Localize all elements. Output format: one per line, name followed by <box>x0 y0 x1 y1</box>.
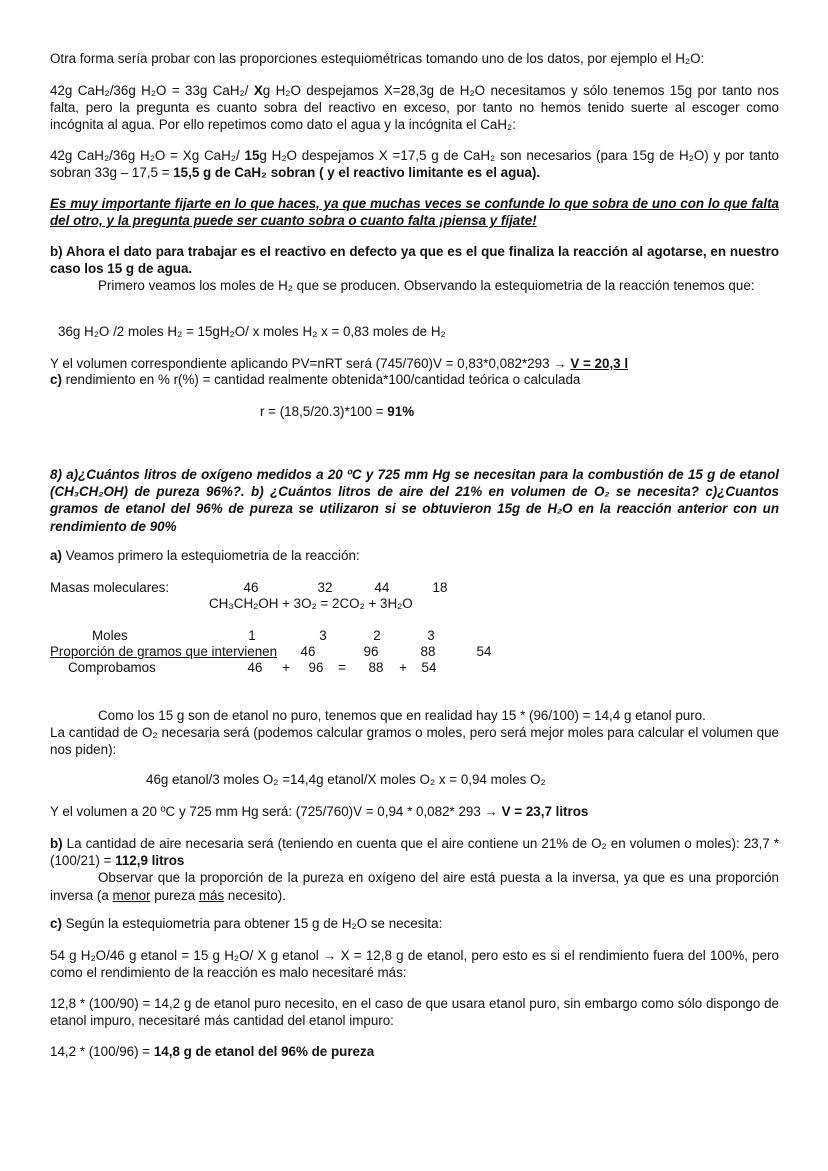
eq2-15: 15 <box>244 148 260 163</box>
moles-label: Moles <box>92 628 128 643</box>
purity-text: Como los 15 g son de etanol no puro, tenemos que en realidad hay 15 * (96/100) = 14,4 g etanol puro. <box>98 708 706 723</box>
o2-volume-line <box>50 803 588 820</box>
o2-volume-result: V = 23,7 litros <box>501 804 589 819</box>
o2-text: La cantidad de O₂ necesaria será (podemos calcular gramos o moles, pero será mejor moles para calcular el volumen que nos piden): <box>50 725 779 758</box>
check-item: 88 <box>368 660 384 675</box>
o2-moles-equation: 46g etanol/3 moles O₂ =14,4g etanol/X moles O₂ x = 0,94 moles O₂ <box>146 772 546 787</box>
h2-volume-text: Y el volumen correspondiente aplicando PV=nRT será (745/760)V = 0,83*0,082*293 → <box>50 356 571 371</box>
grams-co2: 88 <box>420 644 436 659</box>
part-b-title: b) Ahora el dato para trabajar es el reactivo en defecto ya que es el que finaliza la reacción al agotarse, en nuestro caso los 15 g de agua. <box>50 244 779 277</box>
moles-co2: 2 <box>373 628 381 643</box>
part-c-yield: 12,8 * (100/90) = 14,2 g de etanol puro necesito, en el caso de que usara etanol puro, sin embargo como sólo dispongo de etanol impuro, necesitaré más cantidad del etanol impuro: <box>50 996 779 1029</box>
eq2-start: 42g CaH₂/36g H₂O = Xg CaH₂/ <box>50 148 245 163</box>
moles-oxygen: 3 <box>319 628 327 643</box>
part-a-text: Veamos primero la estequiometria de la reacción: <box>61 548 360 563</box>
eq2-result: 15,5 g de CaH₂ sobran ( y el reactivo limitante es el agua). <box>173 165 541 181</box>
first-proportion-paragraph <box>50 82 779 134</box>
warning-paragraph <box>50 195 779 229</box>
reaction-equation: CH₃CH₂OH + 3O₂ = 2CO₂ + 3H₂O <box>209 596 413 611</box>
check-item: + <box>399 660 407 675</box>
mass-ethanol: 46 <box>243 580 259 595</box>
mass-oxygen: 32 <box>317 580 333 595</box>
final-result-line <box>50 1043 374 1060</box>
part-c-intro <box>50 915 442 932</box>
part-c-yield-paragraph <box>50 995 779 1029</box>
intro-line: Otra forma sería probar con las proporciones estequiométricas tomando uno de los datos, por ejemplo el H₂O: <box>50 51 705 66</box>
part-b-text: Primero veamos los moles de H₂ que se producen. Observando la estequiometria de la reacción tenemos que: <box>98 278 755 294</box>
grams-water: 54 <box>476 644 492 659</box>
part-a-intro <box>50 547 360 564</box>
part-b-prev <box>50 243 779 295</box>
part-b-observation: Observar que la proporción de la pureza en oxígeno del aire está puesta a la inversa, ya que es una proporción inversa (a <box>50 870 779 903</box>
h2-moles-equation: 36g H₂O /2 moles H₂ = 15gH₂O/ x moles H₂ x = 0,83 moles de H₂ <box>58 324 446 339</box>
part-a-label: a) <box>50 548 62 563</box>
eq2-rest: g H₂O despejamos X =17,5 g de CaH₂ son necesarios (para 15g de H₂O) y por tanto sobran 33g – 17,5 = <box>50 148 779 181</box>
mass-co2: 44 <box>374 580 390 595</box>
warning-text: Es muy importante fijarte en lo que haces, ya que muchas veces se confunde lo que sobra de uno con lo que falta del otro, y la pregunta puede ser cuanto sobra o cuanto falta ¡piensa y fíjate! <box>50 196 779 229</box>
part-b-text: La cantidad de aire necesaria será (teniendo en cuenta que el aire contiene un 21% de O₂ en volumen o moles): 23,7 * (100/21) = <box>50 836 779 869</box>
intro-paragraph <box>50 50 779 67</box>
yield-value: 91% <box>387 404 415 419</box>
check-item: 46 <box>247 660 263 675</box>
grams-label: Proporción de gramos que intervienen <box>50 644 278 659</box>
check-label: Comprobamos <box>68 660 156 675</box>
second-proportion-paragraph <box>50 147 779 181</box>
word-menor: menor <box>112 887 151 903</box>
part-c-label: c) <box>50 916 62 931</box>
moles-ethanol: 1 <box>248 628 256 643</box>
yield-label: c) <box>50 372 62 387</box>
part-b-observation-end: necesito). <box>224 887 286 903</box>
eq1-rest: g H₂O despejamos X=28,3g de H₂O necesitamos y sólo tenemos 15g por tanto nos falta, pero la pregunta es cuanto sobra del reactivo en exceso, por tanto no hemos tenido suerte al escoger como incógnita al agua. Por ello repetimos como dato el agua y la incógnita el CaH₂: <box>50 83 779 133</box>
part-b-label: b) <box>50 836 63 851</box>
check-item: 96 <box>308 660 324 675</box>
check-item: = <box>338 660 346 675</box>
eq1-x: X <box>253 83 263 98</box>
yield-line <box>50 371 580 388</box>
part-c-equation: 54 g H₂O/46 g etanol = 15 g H₂O/ X g etanol → X = 12,8 g de etanol, pero esto es si el rendimiento fuera del 100%, pero como el rendimiento de la reacción es malo necesitaré más: <box>50 948 779 981</box>
word-mas: más <box>198 887 225 903</box>
part-b-paragraph <box>50 835 779 904</box>
purity-paragraph <box>50 707 779 759</box>
part-c-text: Según la estequiometria para obtener 15 g de H₂O se necesita: <box>61 916 443 931</box>
yield-result-line <box>260 403 414 420</box>
problem-8-text: 8) a)¿Cuántos litros de oxígeno medidos a 20 ºC y 725 mm Hg se necesitan para la combustión de 15 g de etanol (CH₃CH₂OH) de pureza 96%?. b) ¿Cuántos litros de aire del 21% en volumen de O₂ se necesita? c)¿Cuantos gramos de etanol del 96% de pureza se utilizaron si se obtuvieron 15g de H₂O en la reacción anterior con un rendimiento de 90% <box>50 467 779 534</box>
masses-label: Masas moleculares: <box>50 580 170 595</box>
yield-text: rendimiento en % r(%) = cantidad realmente obtenida*100/cantidad teórica o calculada <box>61 372 581 387</box>
h2-volume-result: V = 20,3 l <box>570 356 629 371</box>
part-b-result: 112,9 litros <box>115 853 185 869</box>
h2-volume-line <box>50 355 628 372</box>
part-b-observation-mid: pureza <box>150 887 199 903</box>
final-formula: 14,2 * (100/96) = <box>50 1044 154 1059</box>
moles-water: 3 <box>427 628 435 643</box>
o2-volume-text: Y el volumen a 20 ºC y 725 mm Hg será: (725/760)V = 0,94 * 0,082* 293 → <box>50 804 502 819</box>
check-item: 54 <box>421 660 437 675</box>
yield-formula: r = (18,5/20.3)*100 = <box>260 404 388 419</box>
grams-oxygen: 96 <box>363 644 379 659</box>
check-item: + <box>282 660 290 675</box>
problem-8-statement <box>50 466 779 535</box>
part-c-equation-paragraph <box>50 947 779 981</box>
grams-ethanol: 46 <box>300 644 316 659</box>
eq1-start: 42g CaH₂/36g H₂O = 33g CaH₂/ <box>50 83 254 98</box>
mass-water: 18 <box>432 580 448 595</box>
final-result: 14,8 g de etanol del 96% de pureza <box>153 1044 375 1059</box>
